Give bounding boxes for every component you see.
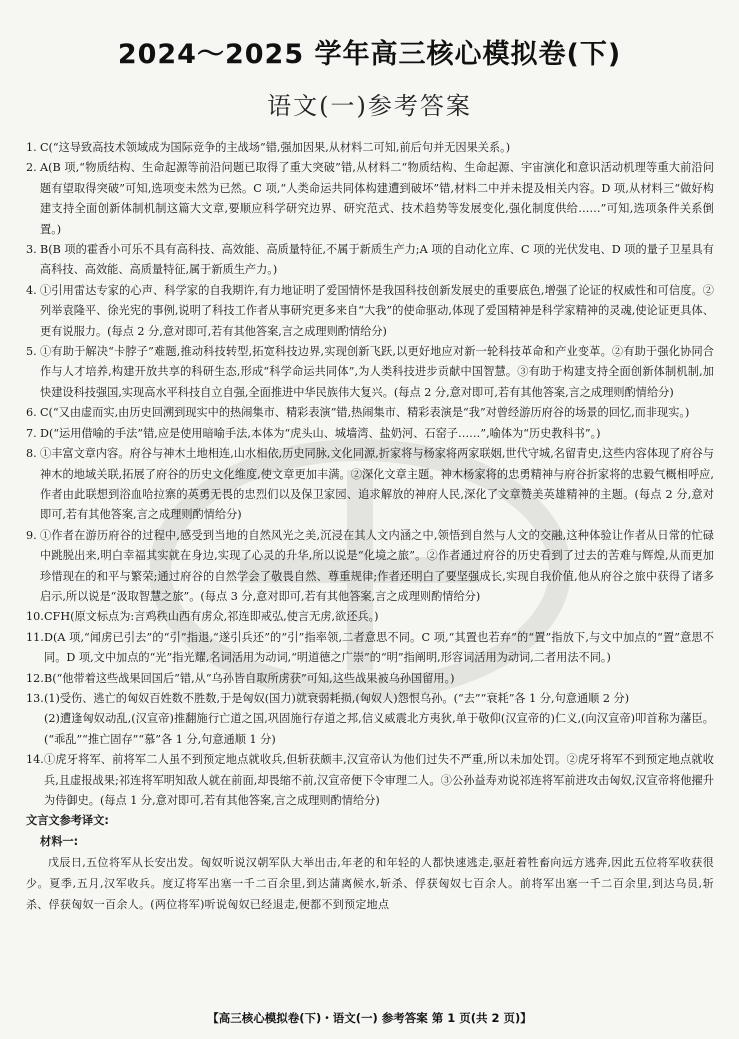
material-label: 材料一: (40, 834, 79, 848)
answer-text: D(“运用借喻的手法”错,应是使用暗喻手法,本体为“虎头山、城墙湾、盐奶河、石窑子……”,喻体为“历史教科书”。) (40, 426, 601, 440)
answer-item-12 (26, 669, 714, 689)
answer-number: 11. (26, 630, 44, 644)
answer-text: ①引用雷达专家的心声、科学家的自我期许,有力地证明了爱国情怀是我国科技创新发展史的重要底色,增强了论证的权威性和可信度。②列举袁隆平、徐光宪的事例,说明了科技工作者从事研究更多来自“大我”的使命驱动,体现了爱国精神是科学家精神的灵魂,使论证更具体、更有说服力。(每点 2 分,意对即可,若有其他答案,言之成理则酌情给分) (40, 283, 714, 338)
answer-number: 13. (26, 691, 44, 705)
page-title: 2024～2025 学年高三核心模拟卷(下) (117, 39, 622, 70)
answer-item-8 (26, 444, 714, 526)
answer-text: ①有助于解决“卡脖子”难题,推动科技转型,拓宽科技边界,实现创新飞跃,以更好地应对新一轮科技革命和产业变革。②有助于强化协同合作与人才培养,构建开放共享的科研生态,形成“科学命运共同体”,为人类科技进步贡献中国智慧。③有助于构建支持全面创新体制机制,加快建设科技强国,实现高水平科技自立自强,全面推进中华民族伟大复兴。(每点 2 分,意对即可,若有其他答案,言之成理则酌情给分) (40, 345, 714, 399)
answer-number: 4. (26, 283, 37, 297)
answer-number: 10. (26, 610, 44, 624)
answer-item-14 (26, 750, 714, 811)
answer-text: A(B 项,“物质结构、生命起源等前沿问题已取得了重大突破”错,从材料二“物质结构、生命起源、宇宙演化和意识活动机理等重大前沿问题有望取得突破”可知,选项变未然为已然。C 项,“人类命运共同体构建遭到破坏”错,材料二中并未提及相关内容。D 项,从材料三“做好构建支持全面创新体制机制这篇大文章,要顺应科学研究边界、研究范式、技术趋势等发展变化,强化制度供给……”可知,选项条件关系倒置。) (40, 161, 714, 236)
answer-text: B(B 项的霍香小可乐不具有高科技、高效能、高质量特征,不属于新质生产力;A 项的自动化立库、C 项的光伏发电、D 项的量子卫星具有高科技、高效能、高质量特征,属于新质生产力。) (40, 243, 714, 277)
answer-text: C(“又由虚而实,由历史回溯到现实中的热闹集市、精彩表演”错,热闹集市、精彩表演是“我”对曾经游历府谷的场景的回忆,而非现实。) (40, 406, 690, 420)
answer-number: 8. (26, 447, 37, 461)
answer-item-6 (26, 403, 714, 423)
answer-item-2 (26, 158, 714, 240)
answer-item-9 (26, 526, 714, 608)
translation-heading: 文言文参考译文: (26, 814, 109, 828)
answer-text: D(A 项,“闻虏已引去”的“引”指退,“遂引兵还”的“引”指率领,二者意思不同。C 项,“其置也若弃”的“置”指放下,与文中加点的“置”意思不同。D 项,文中加点的“光”指光耀,名词活用为动词,“明道德之广崇”的“明”指阐明,形容词活用为动词,二者用法不同。) (44, 630, 714, 665)
answer-item-3 (26, 240, 714, 281)
answer-item-5 (26, 342, 714, 403)
answer-number: 7. (26, 426, 37, 440)
answer-number: 6. (26, 406, 37, 420)
answer-text: ①虎牙将军、前将军二人虽不到预定地点就收兵,但斩获颇丰,汉宣帝认为他们过失不严重,所以未加处罚。②虎牙将军不到预定地点就收兵,且虚报战果;祁连将军明知敌人就在前面,却畏缩不前,汉宣帝便下令审理二人。③公孙益寿劝说祁连将军前进攻击匈奴,汉宣帝将他擢升为侍御史。(每点 1 分,意对即可,若有其他答案,言之成理则酌情给分) (44, 753, 714, 807)
answer-number: 1. (26, 141, 37, 154)
answer-text: (2)遭逢匈奴动乱,(汉宣帝)推翻施行亡道之国,巩固施行存道之邦,信义威震北方夷狄,单于敬仰(汉宣帝的)仁义,(向汉宣帝)叩首称为藩臣。(“乖乱”“推亡固存”“慕”各 1 分,句意通顺 1 分) (44, 712, 714, 746)
answer-item-11 (26, 628, 714, 669)
answer-item-13-1 (26, 689, 714, 709)
answer-text: C(“这导致高技术领域成为国际竞争的主战场”错,强加因果,从材料二可知,前后句并无因果关系。) (40, 141, 511, 154)
page-footer: 【高三核心模拟卷(下)・语文(一) 参考答案 第 1 页(共 2 页)】 (207, 1011, 532, 1025)
answer-text: ①作者在游历府谷的过程中,感受到当地的自然风光之美,沉浸在其人文内涵之中,领悟到自然与人文的交融,这种体验让作者从日常的忙碌中跳脱出来,明白幸福其实就在身边,实现了心灵的升华,所以说是“化境之旅”。②作者通过府谷的历史看到了过去的苦难与辉煌,从而更加珍惜现在的和平与繁荣;通过府谷的自然学会了敬畏自然、尊重规律;作者还明白了要坚强成长,实现自我价值,他从府谷之旅中获得了诸多启示,所以说是“汲取智慧之旅”。(每点 3 分,意对即可,若有其他答案,言之成理则酌情给分) (40, 528, 714, 603)
answer-item-7 (26, 424, 714, 444)
answer-text: (1)受伤、逃亡的匈奴百姓数不胜数,于是匈奴(国力)就衰弱耗损,(匈奴人)怨恨乌孙。(“去”“衰耗”各 1 分,句意通顺 2 分) (44, 691, 630, 705)
answer-item-4 (26, 281, 714, 342)
answer-number: 14. (26, 753, 44, 767)
answer-item-1 (26, 138, 714, 158)
answer-number: 5. (26, 345, 37, 359)
answer-number: 3. (26, 243, 37, 257)
answer-number: 12. (26, 671, 44, 685)
answer-number: 9. (26, 528, 37, 542)
answer-list (26, 138, 714, 915)
answer-text: ①丰富文章内容。府谷与神木土地相连,山水相依,历史同脉,文化同源,折家将与杨家将两家联姻,世代守城,名留青史,这些内容体现了府谷与神木的地域关联,拓展了府谷的历史文化维度,使文章更加丰满。②深化文章主题。神木杨家将的忠勇精神与府谷折家将的忠毅气概相呼应,作者由此联想到浴血哈拉寨的英勇无畏的忠烈们以及保卫家园、追求解放的神府人民,深化了文章赞美英雄精神的主题。(每点 2 分,意对即可,若有其他答案,言之成理则酌情给分) (40, 447, 714, 522)
answer-text: CFH(原文标点为:言鸡秩山西有虏众,祁连即戒弘,使言无虏,欲还兵。) (44, 610, 379, 624)
answer-number: 2. (26, 161, 37, 175)
answer-text: B(“他带着这些战果回国后”错,从“乌孙皆自取所虏获”可知,这些战果被乌孙国留用。) (44, 671, 455, 685)
translation-text: 戊辰日,五位将军从长安出发。匈奴听说汉朝军队大举出击,年老的和年轻的人都快速逃走,驱赶着牲畜向远方逃奔,因此五位将军收获很少。夏季,五月,汉军收兵。度辽将军出塞一千二百余里,到达蒲离候水,斩杀、俘获匈奴七百余人。前将军出塞一千二百余里,到达乌员,斩杀、俘获匈奴一百余人。(两位将军)听说匈奴已经退走,便都不到预定地点 (26, 856, 714, 912)
page-subtitle: 语文(一)参考答案 (267, 92, 472, 120)
answer-item-10 (26, 607, 714, 627)
answer-item-13-2 (26, 709, 714, 750)
